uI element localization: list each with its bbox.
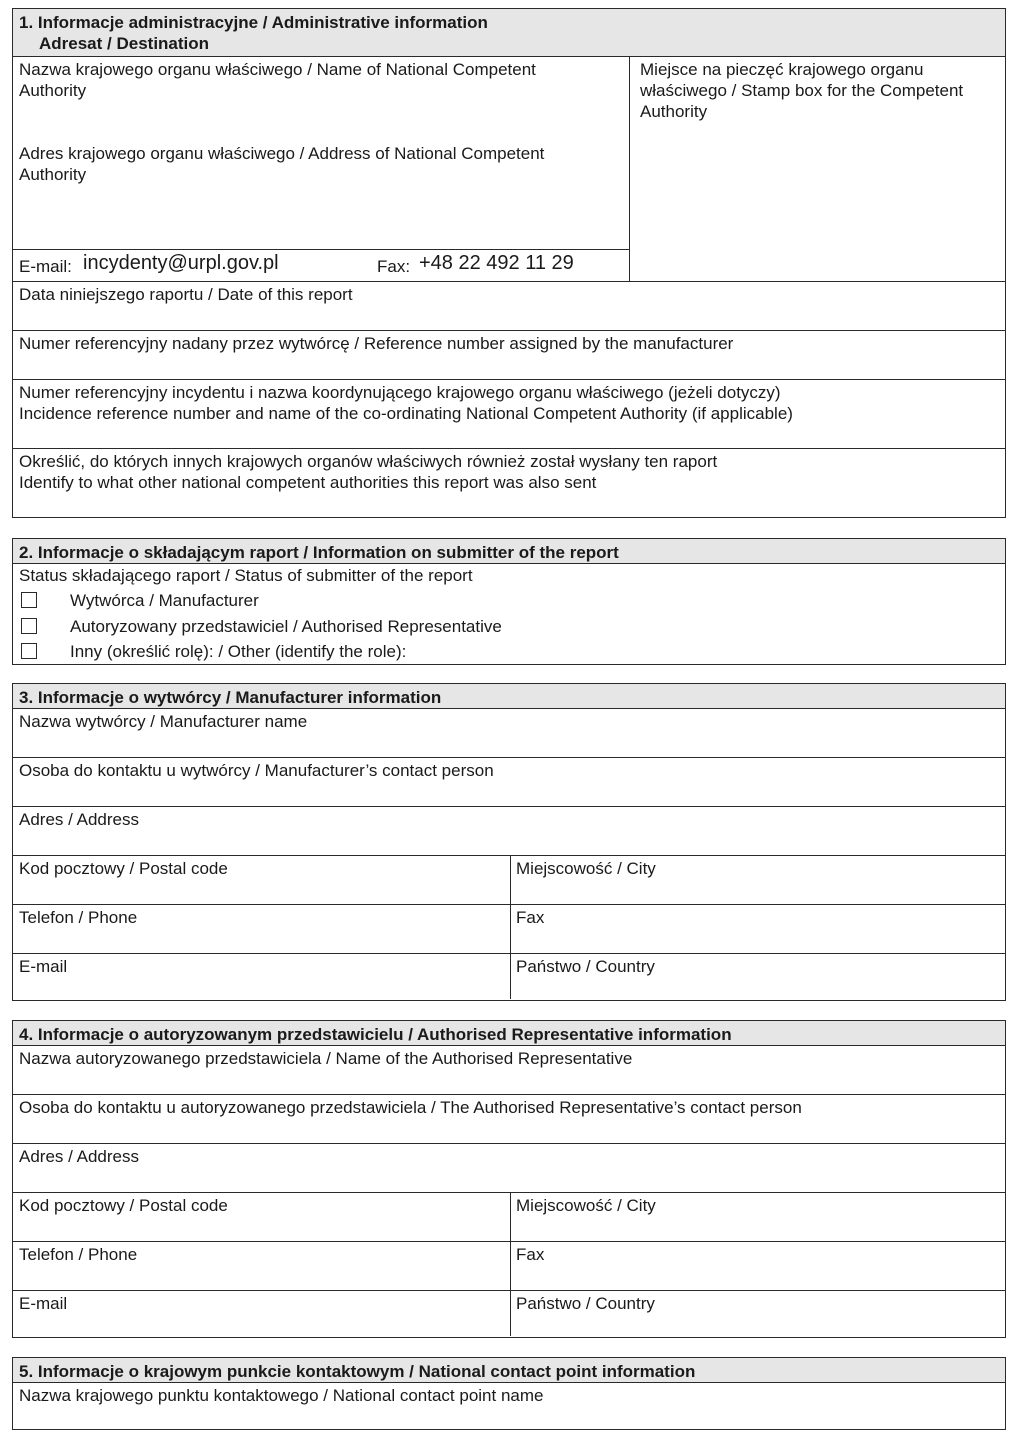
ar-city-label: Miejscowość / City (516, 1196, 656, 1215)
ar-contact-label: Osoba do kontaktu u autoryzowanego przedstawiciela / The Authorised Representative’s contact person (19, 1098, 802, 1117)
ar-country-field[interactable] (510, 1291, 1005, 1336)
stamp-label-end: Authority (640, 102, 708, 121)
ar-postal-field[interactable] (13, 1193, 510, 1241)
email-value[interactable]: incydenty@urpl.gov.pl (83, 252, 279, 274)
other-nca-label: Określić, do których innych krajowych organów właściwych również został wysłany ten raport (19, 452, 718, 471)
nca-name-label-cont: Authority (19, 81, 87, 100)
section-manufacturer-info (12, 683, 1006, 1001)
option-other[interactable] (19, 641, 406, 665)
ar-country-label: Państwo / Country (516, 1294, 655, 1313)
stamp-box (629, 57, 1005, 281)
ar-fax-label: Fax (516, 1245, 545, 1264)
manufacturer-phone-label: Telefon / Phone (19, 908, 138, 927)
section-3-title: 3. Informacje o wytwórcy / Manufacturer information (19, 688, 442, 707)
ar-postal-city-row (13, 1192, 1005, 1241)
manufacturer-contact-field[interactable] (13, 757, 1005, 806)
manufacturer-email-field[interactable] (13, 954, 510, 999)
manufacturer-country-label: Państwo / Country (516, 957, 655, 976)
submitter-status-label: Status składającego raport / Status of submitter of the report (19, 566, 473, 585)
ar-email-country-row (13, 1290, 1005, 1336)
section-3-header (13, 684, 1005, 709)
section-4-title: 4. Informacje o autoryzowanym przedstawicielu / Authorised Representative information (19, 1025, 732, 1044)
section-national-contact-point (12, 1357, 1006, 1430)
ar-email-field[interactable] (13, 1291, 510, 1336)
nca-contact-row (13, 249, 629, 281)
ar-address-label: Adres / Address (19, 1147, 140, 1166)
nca-address-label: Adres krajowego organu właściwego / Address of National Competent (19, 144, 545, 163)
other-nca-field[interactable] (13, 448, 1005, 517)
nca-block (13, 57, 1005, 281)
manufacturer-address-field[interactable] (13, 806, 1005, 855)
ar-postal-label: Kod pocztowy / Postal code (19, 1196, 228, 1215)
email-label: E-mail: (19, 257, 72, 276)
ar-name-field[interactable] (13, 1046, 1005, 1094)
nca-address-label-cont: Authority (19, 165, 87, 184)
section-2-title: 2. Informacje o składającym raport / Information on submitter of the report (19, 543, 619, 562)
manufacturer-name-label: Nazwa wytwórcy / Manufacturer name (19, 712, 308, 731)
section-1-subtitle: Adresat / Destination (39, 34, 210, 53)
manufacturer-postal-label: Kod pocztowy / Postal code (19, 859, 228, 878)
manufacturer-email-label: E-mail (19, 957, 68, 976)
checkbox-authorised-representative[interactable] (21, 618, 37, 634)
ar-fax-field[interactable] (510, 1242, 1005, 1290)
manufacturer-address-label: Adres / Address (19, 810, 140, 829)
contact-point-name-label: Nazwa krajowego punktu kontaktowego / National contact point name (19, 1386, 544, 1405)
fax-label: Fax: (377, 257, 411, 276)
ar-city-field[interactable] (510, 1193, 1005, 1241)
option-manufacturer[interactable] (19, 590, 259, 614)
checkbox-other[interactable] (21, 643, 37, 659)
manufacturer-city-label: Miejscowość / City (516, 859, 656, 878)
manufacturer-country-field[interactable] (510, 954, 1005, 999)
report-date-label: Data niniejszego raportu / Date of this report (19, 285, 353, 304)
manufacturer-phone-fax-row (13, 904, 1005, 953)
section-1-header (13, 9, 1005, 57)
incident-ref-label: Numer referencyjny incydentu i nazwa koordynującego krajowego organu właściwego (jeżeli dotyczy) (19, 383, 781, 402)
other-nca-label-en: Identify to what other national competent authorities this report was also sent (19, 473, 597, 492)
manufacturer-city-field[interactable] (510, 856, 1005, 904)
section-administrative-info (12, 8, 1006, 518)
stamp-label: Miejsce na pieczęć krajowego organu (640, 60, 924, 79)
ar-phone-field[interactable] (13, 1242, 510, 1290)
fax-value: +48 22 492 11 29 (419, 252, 574, 274)
manufacturer-postal-field[interactable] (13, 856, 510, 904)
section-submitter-info (12, 538, 1006, 665)
manufacturer-ref-label: Numer referencyjny nadany przez wytwórcę / Reference number assigned by the manufacturer (19, 334, 734, 353)
ar-phone-fax-row (13, 1241, 1005, 1290)
manufacturer-ref-field[interactable] (13, 330, 1005, 379)
section-5-header (13, 1358, 1005, 1383)
section-2-header (13, 539, 1005, 564)
option-other-label: Inny (określić rolę): / Other (identify the role): (70, 642, 407, 661)
option-authorised-representative[interactable] (19, 616, 502, 640)
option-authorised-representative-label: Autoryzowany przedstawiciel / Authorised Representative (70, 617, 502, 636)
incident-ref-field[interactable] (13, 379, 1005, 448)
manufacturer-postal-city-row (13, 855, 1005, 904)
section-4-header (13, 1021, 1005, 1046)
checkbox-manufacturer[interactable] (21, 592, 37, 608)
section-1-title: 1. Informacje administracyjne / Administrative information (19, 13, 488, 32)
report-date-field[interactable] (13, 281, 1005, 330)
nca-address-field[interactable] (13, 141, 629, 249)
nca-name-label: Nazwa krajowego organu właściwego / Name of National Competent (19, 60, 536, 79)
manufacturer-fax-label: Fax (516, 908, 545, 927)
ar-contact-field[interactable] (13, 1094, 1005, 1143)
manufacturer-email-country-row (13, 953, 1005, 999)
incident-ref-label-en: Incidence reference number and name of the co-ordinating National Competent Authority (if applicable) (19, 404, 793, 423)
ar-address-field[interactable] (13, 1143, 1005, 1192)
ar-email-label: E-mail (19, 1294, 68, 1313)
nca-name-field[interactable] (13, 57, 629, 141)
manufacturer-contact-label: Osoba do kontaktu u wytwórcy / Manufacturer’s contact person (19, 761, 494, 780)
manufacturer-phone-field[interactable] (13, 905, 510, 953)
section-authorised-representative-info (12, 1020, 1006, 1338)
ar-name-label: Nazwa autoryzowanego przedstawiciela / Name of the Authorised Representative (19, 1049, 633, 1068)
section-5-title: 5. Informacje o krajowym punkcie kontaktowym / National contact point information (19, 1362, 696, 1381)
manufacturer-name-field[interactable] (13, 709, 1005, 757)
contact-point-name-field[interactable] (13, 1383, 1005, 1429)
option-manufacturer-label: Wytwórca / Manufacturer (70, 591, 259, 610)
stamp-label-cont: właściwego / Stamp box for the Competent (640, 81, 964, 100)
ar-phone-label: Telefon / Phone (19, 1245, 138, 1264)
manufacturer-fax-field[interactable] (510, 905, 1005, 953)
